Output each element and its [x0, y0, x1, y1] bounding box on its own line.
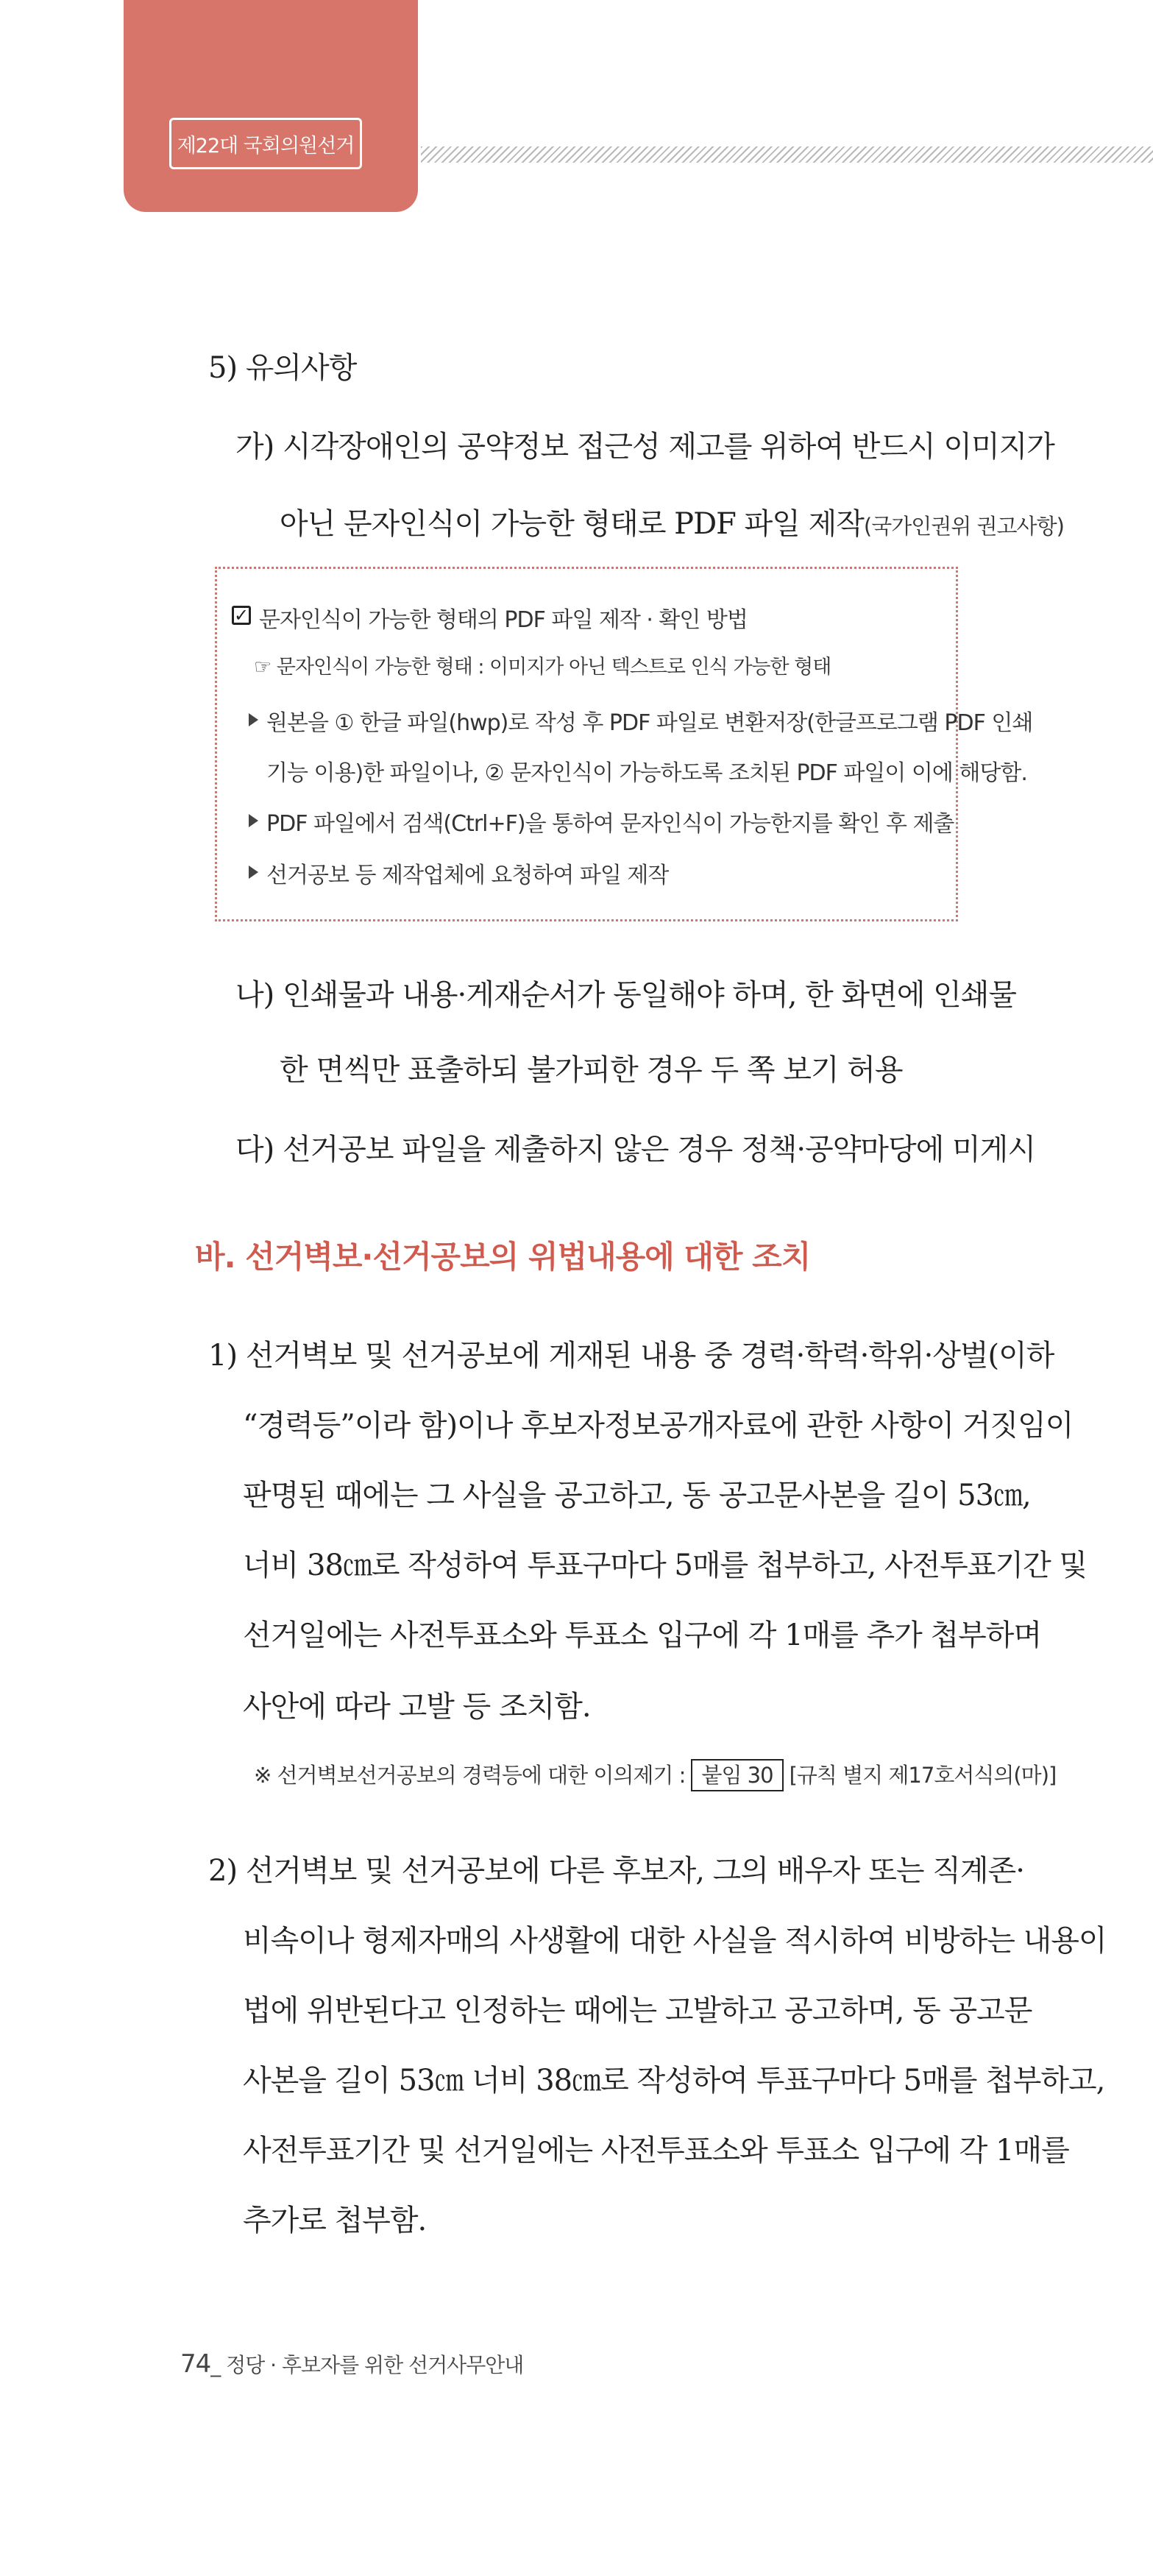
paragraph-2-line: 사본을 길이 53㎝ 너비 38㎝로 작성하여 투표구마다 5매를 첩부하고,	[243, 2064, 1105, 2098]
header-hatch-divider	[421, 146, 1153, 163]
item-ga-line1: 가) 시각장애인의 공약정보 접근성 제고를 위하여 반드시 이미지가	[235, 430, 1054, 464]
item-ga-note: (국가인권위 권고사항)	[863, 514, 1064, 539]
item-ga-text: 아닌 문자인식이 가능한 형태로 PDF 파일 제작	[280, 507, 864, 541]
paragraph-2-line: 비속이나 형제자매의 사생활에 대한 사실을 적시하여 비방하는 내용이	[243, 1924, 1107, 1958]
objection-note-text: ※ 선거벽보선거공보의 경력등에 대한 이의제기 :	[254, 1763, 686, 1788]
footer-title: 정당 · 후보자를 위한 선거사무안내	[220, 2353, 524, 2377]
item-ga-line2	[280, 500, 1064, 542]
section-5-heading: 5) 유의사항	[208, 351, 357, 385]
notice-bullet2: PDF 파일에서 검색(Ctrl+F)을 통하여 문자인식이 가능한지를 확인 후 제출	[266, 811, 954, 837]
item-da-line1: 다) 선거공보 파일을 제출하지 않은 경우 정책·공약마당에 미게시	[235, 1133, 1035, 1167]
item-na-line2: 한 면씩만 표출하되 불가피한 경우 두 쪽 보기 허용	[280, 1053, 903, 1087]
page-footer	[180, 2349, 523, 2379]
paragraph-1-line: 사안에 따라 고발 등 조치함.	[243, 1690, 591, 1724]
bullet-triangle-icon	[249, 814, 258, 827]
checkbox-icon: ✓	[232, 606, 251, 625]
notice-bullet3: 선거공보 등 제작업체에 요청하여 파일 제작	[266, 863, 669, 888]
paragraph-2-line: 2) 선거벽보 및 선거공보에 다른 후보자, 그의 배우자 또는 직계존·	[208, 1854, 1024, 1888]
paragraph-2-line: 법에 위반된다고 인정하는 때에는 고발하고 공고하며, 동 공고문	[243, 1994, 1032, 2028]
paragraph-2-line: 추가로 첩부함.	[243, 2204, 427, 2237]
objection-note	[254, 1759, 1056, 1791]
item-na-line1: 나) 인쇄물과 내용·게재순서가 동일해야 하며, 한 화면에 인쇄물	[235, 978, 1017, 1012]
paragraph-1-line: “경력등”이라 함)이나 후보자정보공개자료에 관한 사항이 거짓임이	[243, 1409, 1074, 1443]
page-number: 74	[180, 2349, 211, 2379]
bullet-triangle-icon	[249, 713, 258, 726]
paragraph-2-line: 사전투표기간 및 선거일에는 사전투표소와 투표소 입구에 각 1매를	[243, 2134, 1069, 2168]
notice-bullet1-line1: 원본을 ① 한글 파일(hwp)로 작성 후 PDF 파일로 변환저장(한글프로그램 PDF 인쇄	[266, 710, 1033, 736]
notice-definition: ☞ 문자인식이 가능한 형태 : 이미지가 아닌 텍스트로 인식 가능한 형태	[254, 656, 831, 679]
notice-bullet1-line2: 기능 이용)한 파일이나, ② 문자인식이 가능하도록 조치된 PDF 파일이 이에 해당함.	[266, 760, 1027, 786]
notice-title: 문자인식이 가능한 형태의 PDF 파일 제작 · 확인 방법	[259, 607, 748, 633]
objection-note-rule: [규칙 별지 제17호서식의(마)]	[789, 1763, 1057, 1788]
section-ba-title: 바. 선거벽보·선거공보의 위법내용에 대한 조치	[195, 1239, 811, 1275]
paragraph-1-line: 너비 38㎝로 작성하여 투표구마다 5매를 첩부하고, 사전투표기간 및	[243, 1549, 1088, 1582]
election-label: 제22대 국회의원선거	[169, 118, 362, 169]
footer-separator: _	[210, 2353, 221, 2377]
paragraph-1-line: 판명된 때에는 그 사실을 공고하고, 동 공고문사본을 길이 53㎝,	[243, 1479, 1031, 1512]
paragraph-1-line: 선거일에는 사전투표소와 투표소 입구에 각 1매를 추가 첩부하며	[243, 1618, 1042, 1652]
bullet-triangle-icon	[249, 866, 258, 879]
paragraph-1-line: 1) 선거벽보 및 선거공보에 게재된 내용 중 경력·학력·학위·상벌(이하	[208, 1339, 1054, 1373]
header-tab	[124, 0, 418, 212]
attachment-badge: 붙임 30	[691, 1759, 783, 1791]
